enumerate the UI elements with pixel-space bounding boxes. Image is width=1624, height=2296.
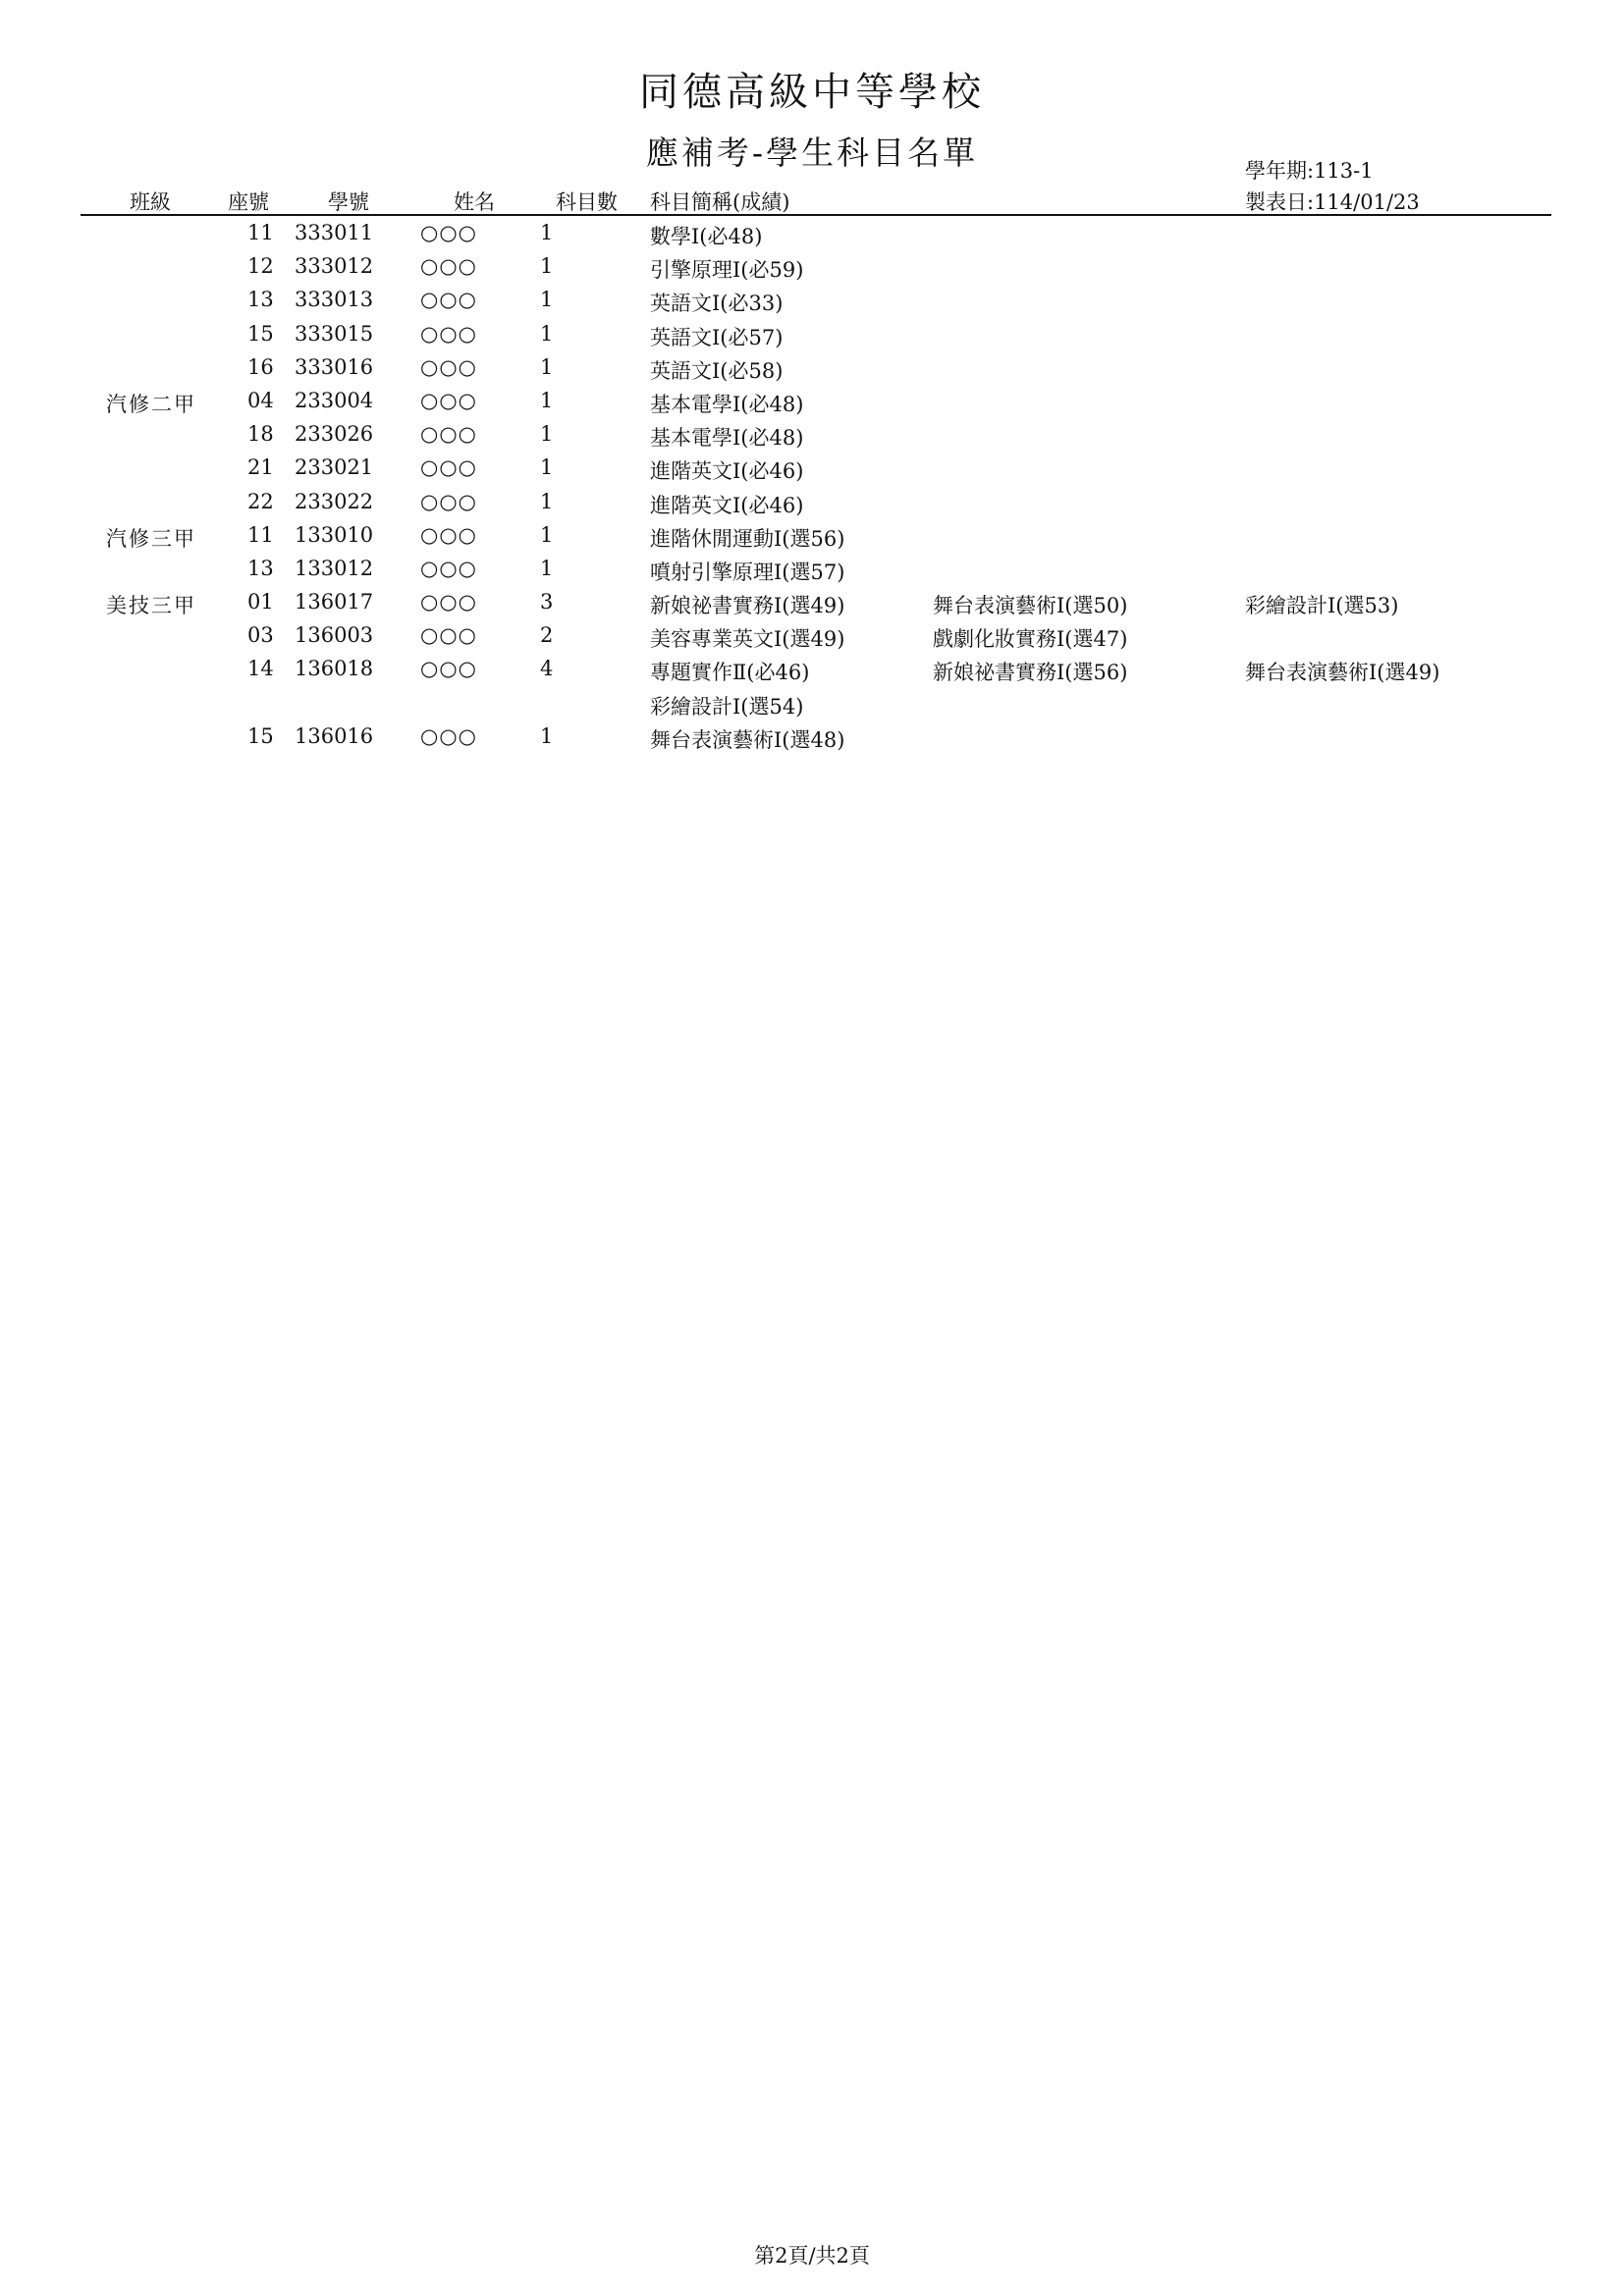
student-id-cell: 136003 bbox=[295, 623, 374, 648]
student-id-cell: 333011 bbox=[295, 221, 374, 244]
subject-cell: 新娘祕書實務Ⅰ(選56) bbox=[933, 661, 1128, 685]
column-header-student-id: 學號 bbox=[328, 190, 369, 214]
table-row bbox=[0, 520, 1624, 554]
table-row bbox=[0, 352, 1624, 386]
subject-cell: 噴射引擎原理Ⅰ(選57) bbox=[650, 560, 845, 584]
column-header-seat: 座號 bbox=[228, 190, 269, 214]
subject-count-cell: 1 bbox=[540, 522, 554, 547]
subject-cell: 彩繪設計Ⅰ(選54) bbox=[650, 694, 804, 719]
student-name-cell: ○○○ bbox=[420, 657, 477, 681]
print-date-label: 製表日:114/01/23 bbox=[1245, 190, 1420, 214]
student-id-cell: 136018 bbox=[295, 657, 374, 681]
seat-number-cell: 16 bbox=[247, 354, 274, 379]
subject-cell: 英語文Ⅰ(必33) bbox=[650, 292, 784, 316]
subject-count-cell: 4 bbox=[540, 657, 554, 681]
student-name-cell: ○○○ bbox=[420, 623, 477, 648]
class-cell: 汽修三甲 bbox=[106, 526, 196, 551]
seat-number-cell: 14 bbox=[247, 657, 274, 681]
table-row bbox=[0, 688, 1624, 721]
subject-count-cell: 1 bbox=[540, 422, 554, 447]
subject-count-cell: 1 bbox=[540, 221, 554, 244]
table-row bbox=[0, 285, 1624, 318]
subject-count-cell: 1 bbox=[540, 288, 554, 312]
subject-cell: 基本電學Ⅰ(必48) bbox=[650, 426, 804, 451]
student-name-cell: ○○○ bbox=[420, 288, 477, 312]
student-id-cell: 133010 bbox=[295, 522, 374, 547]
student-id-cell: 136017 bbox=[295, 590, 374, 614]
subject-cell: 舞台表演藝術Ⅰ(選49) bbox=[1245, 661, 1440, 685]
subject-count-cell: 2 bbox=[540, 623, 554, 648]
subject-cell: 引擎原理Ⅰ(必59) bbox=[650, 258, 804, 283]
seat-number-cell: 21 bbox=[247, 455, 274, 480]
student-id-cell: 333016 bbox=[295, 354, 374, 379]
student-name-cell: ○○○ bbox=[420, 556, 477, 580]
subject-count-cell: 1 bbox=[540, 556, 554, 580]
seat-number-cell: 13 bbox=[247, 288, 274, 312]
student-name-cell: ○○○ bbox=[420, 221, 477, 244]
column-header-subjects: 科目簡稱(成績) bbox=[650, 190, 790, 214]
seat-number-cell: 01 bbox=[247, 590, 274, 614]
table-row bbox=[0, 487, 1624, 520]
student-name-cell: ○○○ bbox=[420, 388, 477, 412]
page-number: 第2頁/共2頁 bbox=[754, 2244, 870, 2268]
subject-count-cell: 1 bbox=[540, 455, 554, 480]
header-divider bbox=[81, 214, 1551, 216]
subject-count-cell: 1 bbox=[540, 254, 554, 279]
subject-cell: 數學Ⅰ(必48) bbox=[650, 225, 763, 248]
seat-number-cell: 22 bbox=[247, 489, 274, 513]
table-row bbox=[0, 419, 1624, 453]
table-row bbox=[0, 453, 1624, 486]
column-header-name: 姓名 bbox=[454, 190, 495, 214]
table-row bbox=[0, 721, 1624, 755]
subject-cell: 美容專業英文Ⅰ(選49) bbox=[650, 627, 845, 652]
subject-cell: 專題實作Ⅱ(必46) bbox=[650, 661, 810, 685]
term-label: 學年期:113-1 bbox=[1245, 159, 1374, 183]
table-row bbox=[0, 251, 1624, 285]
seat-number-cell: 13 bbox=[247, 556, 274, 580]
subject-cell: 英語文Ⅰ(必58) bbox=[650, 358, 784, 383]
subject-cell: 新娘祕書實務Ⅰ(選49) bbox=[650, 594, 845, 618]
subject-cell: 英語文Ⅰ(必57) bbox=[650, 325, 784, 349]
subject-count-cell: 1 bbox=[540, 354, 554, 379]
subject-count-cell: 1 bbox=[540, 489, 554, 513]
subject-count-cell: 3 bbox=[540, 590, 554, 614]
student-id-cell: 136016 bbox=[295, 723, 374, 748]
seat-number-cell: 11 bbox=[247, 522, 274, 547]
subject-cell: 基本電學Ⅰ(必48) bbox=[650, 392, 804, 416]
student-name-cell: ○○○ bbox=[420, 489, 477, 513]
school-title: 同德高級中等學校 bbox=[639, 70, 985, 115]
student-id-cell: 233026 bbox=[295, 422, 374, 447]
subject-count-cell: 1 bbox=[540, 321, 554, 346]
student-name-cell: ○○○ bbox=[420, 321, 477, 346]
subject-cell: 進階休閒運動Ⅰ(選56) bbox=[650, 526, 845, 551]
table-row bbox=[0, 218, 1624, 251]
student-id-cell: 333015 bbox=[295, 321, 374, 346]
student-name-cell: ○○○ bbox=[420, 723, 477, 748]
subject-cell: 彩繪設計Ⅰ(選53) bbox=[1245, 594, 1399, 618]
student-name-cell: ○○○ bbox=[420, 422, 477, 447]
table-row bbox=[0, 554, 1624, 587]
subject-cell: 進階英文Ⅰ(必46) bbox=[650, 459, 804, 484]
student-id-cell: 133012 bbox=[295, 556, 374, 580]
class-cell: 汽修二甲 bbox=[106, 392, 196, 416]
student-list bbox=[0, 218, 1624, 755]
table-row bbox=[0, 620, 1624, 654]
subject-cell: 進階英文Ⅰ(必46) bbox=[650, 493, 804, 517]
column-header-class: 班級 bbox=[130, 190, 171, 214]
student-name-cell: ○○○ bbox=[420, 354, 477, 379]
student-id-cell: 233022 bbox=[295, 489, 374, 513]
student-id-cell: 333013 bbox=[295, 288, 374, 312]
student-id-cell: 233021 bbox=[295, 455, 374, 480]
column-header-subject-count: 科目數 bbox=[556, 190, 618, 214]
table-row bbox=[0, 319, 1624, 352]
table-row bbox=[0, 386, 1624, 419]
student-name-cell: ○○○ bbox=[420, 455, 477, 480]
subject-count-cell: 1 bbox=[540, 388, 554, 412]
student-name-cell: ○○○ bbox=[420, 522, 477, 547]
table-row bbox=[0, 654, 1624, 687]
student-id-cell: 333012 bbox=[295, 254, 374, 279]
class-cell: 美技三甲 bbox=[106, 594, 196, 618]
seat-number-cell: 15 bbox=[247, 321, 274, 346]
subject-cell: 舞台表演藝術Ⅰ(選48) bbox=[650, 727, 845, 752]
table-row bbox=[0, 587, 1624, 620]
student-name-cell: ○○○ bbox=[420, 590, 477, 614]
student-name-cell: ○○○ bbox=[420, 254, 477, 279]
subject-count-cell: 1 bbox=[540, 723, 554, 748]
subject-cell: 戲劇化妝實務Ⅰ(選47) bbox=[933, 627, 1128, 652]
report-title: 應補考-學生科目名單 bbox=[645, 133, 979, 172]
seat-number-cell: 15 bbox=[247, 723, 274, 748]
subject-cell: 舞台表演藝術Ⅰ(選50) bbox=[933, 594, 1128, 618]
student-id-cell: 233004 bbox=[295, 388, 374, 412]
seat-number-cell: 03 bbox=[247, 623, 274, 648]
seat-number-cell: 12 bbox=[247, 254, 274, 279]
seat-number-cell: 04 bbox=[247, 388, 274, 412]
seat-number-cell: 18 bbox=[247, 422, 274, 447]
seat-number-cell: 11 bbox=[247, 221, 274, 244]
